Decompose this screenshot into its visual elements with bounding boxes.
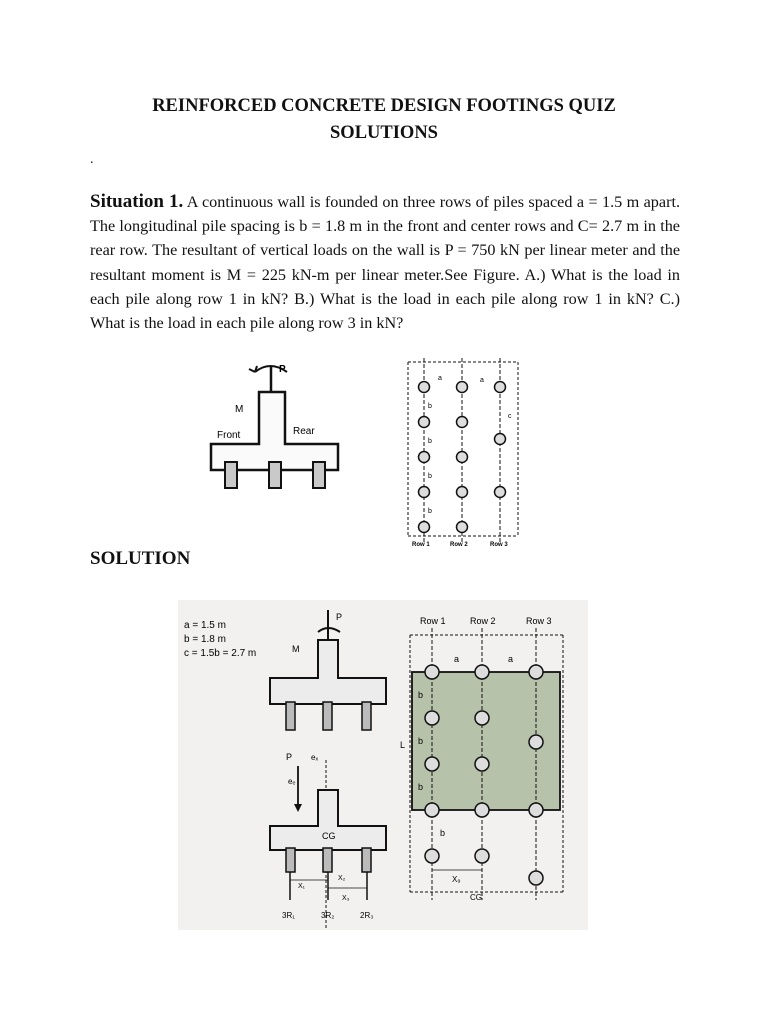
situation-paragraph — [90, 190, 680, 335]
fig3-ex-label: eₓ — [311, 753, 319, 762]
fig2-row1-label: Row 1 — [412, 542, 430, 548]
fig3-p-mid: P — [286, 752, 293, 762]
fig3-m-top: M — [292, 644, 300, 654]
solution-heading: SOLUTION — [90, 548, 191, 569]
given-a: a = 1.5 m — [184, 620, 226, 631]
situation-text: A continuous wall is founded on three rows of piles spaced a = 1.5 m apart. The longitudinal pile spacing is b = 1.8 m in the front and center rows and C= 2.7 m in the rear row. The resultant of vertical loads on the wall is P = 750 kN per linear meter and the resultant moment is M = 225 kN-m per linear meter.See Figure. A.) What is the load in each pile along row 1 in kN? B.) What is the load in each pile along row 1 in kN? C.) What is the load in each pile along row 3 in kN? — [90, 193, 681, 333]
fig3-cg-label: CG — [322, 831, 336, 841]
given-b: b = 1.8 m — [184, 634, 226, 645]
fig4-b-label-2: b — [418, 736, 424, 746]
fig4-b-label-3: b — [418, 782, 424, 792]
fig4-row3-label: Row 3 — [526, 616, 552, 626]
fig4-l-label: L — [400, 740, 406, 750]
fig2-b-label-4: b — [428, 508, 432, 515]
fig1-m-label: M — [235, 404, 244, 415]
fig4-row2-label: Row 2 — [470, 616, 496, 626]
fig1-rear-label: Rear — [293, 426, 315, 437]
fig4-a-label-2: a — [508, 654, 514, 664]
page-title — [0, 93, 768, 147]
fig2-row2-label: Row 2 — [450, 542, 468, 548]
fig2-b-label-3: b — [428, 473, 432, 480]
situation-label: Situation 1. — [90, 191, 184, 212]
fig1-front-label: Front — [217, 430, 241, 441]
title-line-2: SOLUTIONS — [330, 123, 438, 143]
wall-elevation-figure — [195, 352, 345, 492]
fig2-a-label-2: a — [480, 377, 484, 384]
fig4-cg-label: CG — [470, 893, 482, 902]
pile-plan-figure — [400, 352, 525, 562]
fig3-ez-label: eₑ — [288, 777, 296, 786]
fig3-x1-label: X₁ — [298, 883, 306, 890]
fig4-xg-label: X₉ — [452, 875, 461, 884]
fig4-a-label-1: a — [454, 654, 460, 664]
title-line-1: REINFORCED CONCRETE DESIGN FOOTINGS QUIZ — [152, 96, 616, 116]
fig2-c-label: c — [508, 413, 512, 420]
fig4-b-label-1: b — [418, 690, 424, 700]
fig3-r3-label: 2R₃ — [360, 911, 374, 920]
stray-dot: . — [90, 152, 94, 167]
fig3-x2-label: X₂ — [338, 875, 346, 882]
fig2-b-label-1: b — [428, 403, 432, 410]
fig3-r2-label: 3R₂ — [321, 911, 335, 920]
fig4-b-label-4: b — [440, 828, 446, 838]
given-c: c = 1.5b = 2.7 m — [184, 648, 257, 659]
fig2-b-label-2: b — [428, 438, 432, 445]
fig2-a-label-1: a — [438, 375, 442, 382]
fig1-p-label: P — [279, 364, 286, 375]
fig3-x3-label: X₃ — [342, 895, 350, 902]
fig3-p-top: P — [336, 612, 343, 622]
solution-elevation-figure — [178, 600, 400, 930]
fig3-r1-label: 3R₁ — [282, 911, 295, 920]
fig2-row3-label: Row 3 — [490, 542, 508, 548]
fig4-row1-label: Row 1 — [420, 616, 446, 626]
solution-pile-plan-figure — [398, 600, 588, 930]
